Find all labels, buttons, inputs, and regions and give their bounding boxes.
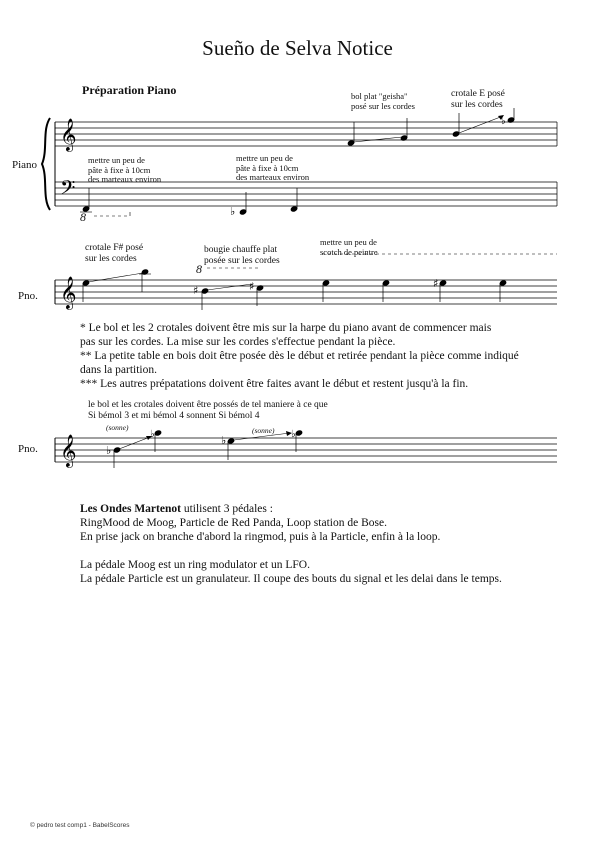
copyright-footer: © pedro test comp1 - BabelScores xyxy=(30,822,130,829)
svg-text:♭: ♭ xyxy=(230,205,236,218)
annotation-bougie: bougie chauffe plat posée sur les cordes xyxy=(204,245,280,266)
annotation-bol-crotales: le bol et les crotales doivent être possés de tel maniere à ce que Si bémol 3 et mi bémol 4 sonnent Si bémol 4 xyxy=(88,400,328,421)
svg-text:♭: ♭ xyxy=(291,429,296,440)
ondes-martenot-section: Les Ondes Martenot utilisent 3 pédales : RingMood de Moog, Particle de Red Panda, Loop station de Bose. En prise jack on branche d'abord la ringmod, puis à la Particle, enfin à la loop. La pédale Moog est un ring modulator et un LFO. La pédale Particle est un granulateur. Il coupe des bouts du signal et les delai dans le temps. xyxy=(80,502,560,586)
instrument-label-piano: Piano xyxy=(12,159,38,171)
treble-clef-1: 𝄞 xyxy=(60,118,77,151)
annotation-mettre-pate-1: mettre un peu de pâte à fixe à 10cm des marteaux environ xyxy=(88,155,162,184)
treble-clef-3: 𝄞 xyxy=(60,434,77,467)
ondes-heading: Les Ondes Martenot utilisent 3 pédales : xyxy=(80,503,273,515)
system-3-staff xyxy=(55,438,557,462)
ottava-marking-2: 8 xyxy=(196,262,202,276)
annotation-crotale-e: crotale E posé sur les cordes xyxy=(451,89,505,110)
annotation-scotch: mettre un peu de scotch de peintre xyxy=(320,237,378,257)
svg-text:♭: ♭ xyxy=(150,429,155,440)
preparation-notes: * Le bol et les 2 crotales doivent être mis sur la harpe du piano avant de commencer mais pas sur les cordes. La mise sur les cordes s'effectue pendant la pièce. ** La petite table en bois doit être posée dès le début et retirée pendant la pièce comme indiqué dans la partition. *** Les autres prépatations doivent être faites avant le début et restent jusqu'à la fin. xyxy=(80,322,519,390)
page-title: Sueño de Selva Notice xyxy=(202,36,393,60)
treble-clef-2: 𝄞 xyxy=(60,276,77,309)
svg-text:♯: ♯ xyxy=(249,280,255,293)
annotation-mettre-pate-2: mettre un peu de pâte à fixe à 10cm des marteaux environ xyxy=(236,153,310,182)
bass-clef-1: 𝄢 xyxy=(60,176,76,204)
svg-text:♭: ♭ xyxy=(501,116,506,127)
instrument-label-pno-3: Pno. xyxy=(18,443,38,455)
annotation-bol-plat: bol plat "geisha" posé sur les cordes xyxy=(351,91,415,111)
sonne-marking-2: (sonne) xyxy=(252,426,275,435)
svg-text:♭: ♭ xyxy=(221,434,227,447)
sonne-marking-1: (sonne) xyxy=(106,423,129,432)
ottava-marking-1: 8 xyxy=(80,210,86,224)
instrument-label-pno-2: Pno. xyxy=(18,290,38,302)
section-heading-preparation: Préparation Piano xyxy=(82,83,177,97)
system-2-staff xyxy=(55,280,557,304)
svg-text:♭: ♭ xyxy=(106,444,112,457)
annotation-crotale-f: crotale F# posé sur les cordes xyxy=(85,243,144,264)
svg-text:♯: ♯ xyxy=(433,277,439,290)
svg-text:♯: ♯ xyxy=(193,284,199,297)
brace xyxy=(42,118,50,210)
